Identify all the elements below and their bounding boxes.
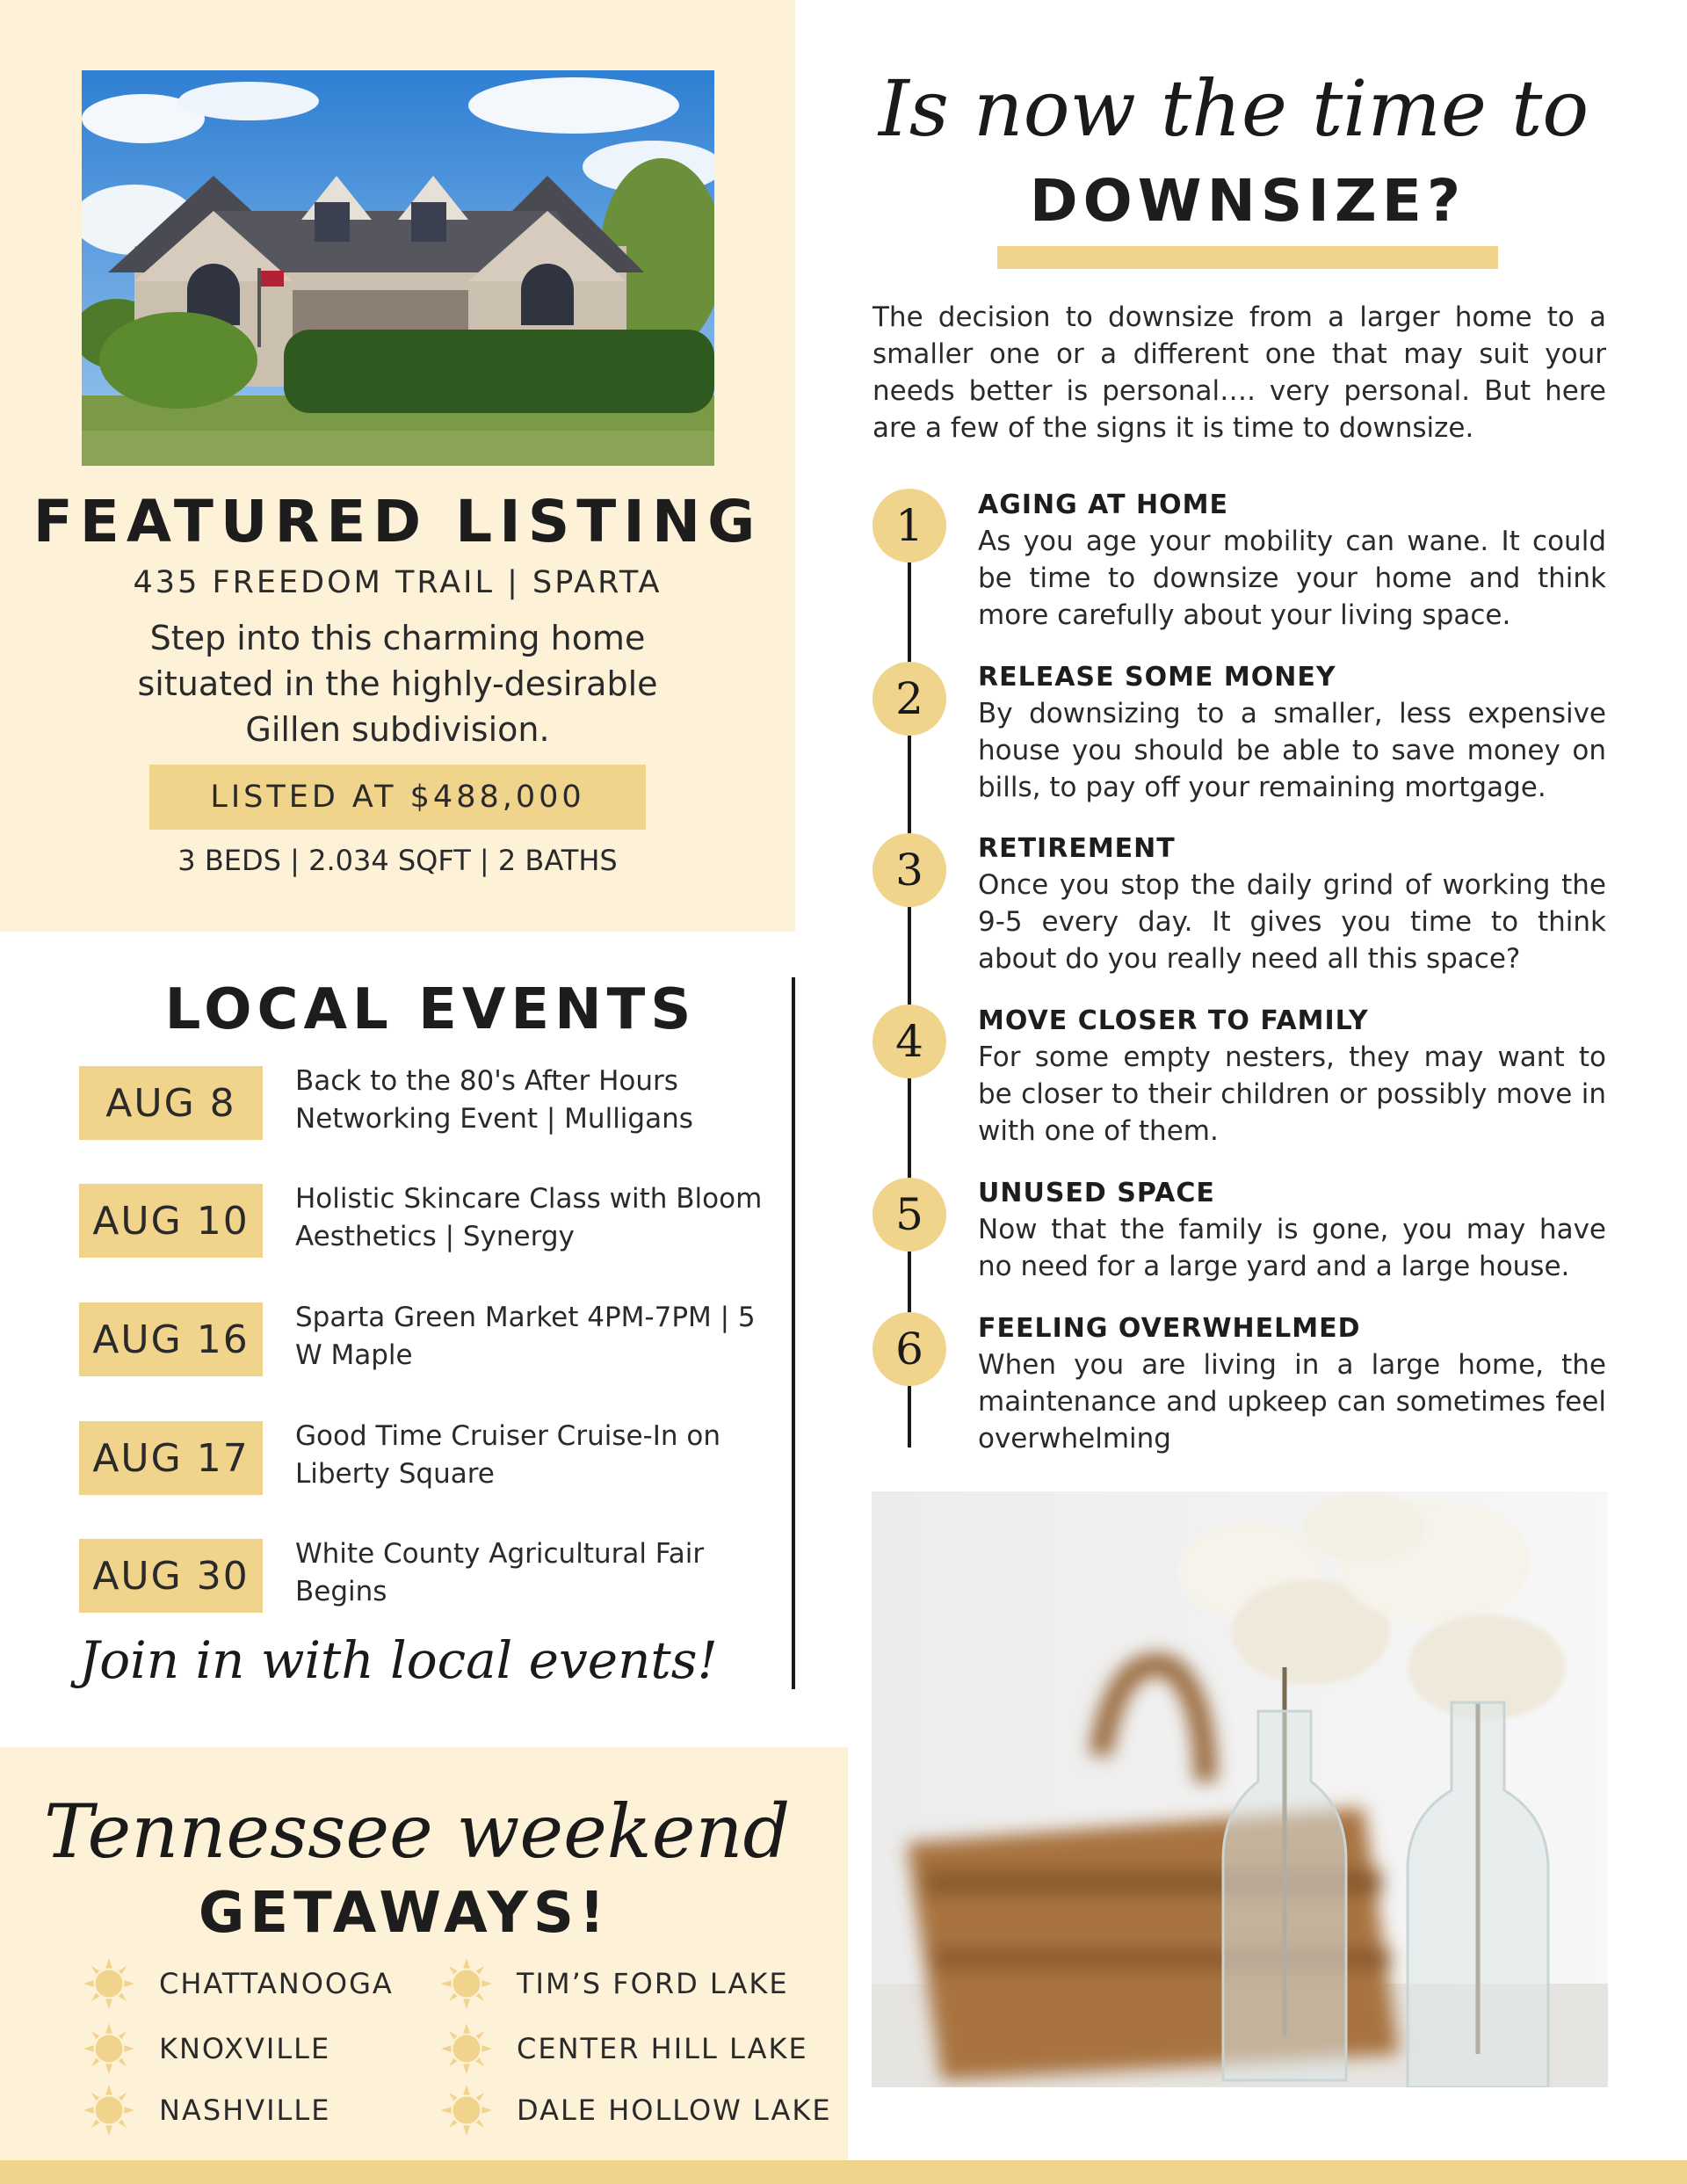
tip-title: MOVE CLOSER TO FAMILY [978, 1005, 1369, 1036]
local-events-title: LOCAL EVENTS [164, 977, 697, 1042]
event-date: AUG 17 [79, 1421, 263, 1495]
step-number-badge: 6 [872, 1312, 946, 1386]
sun-icon [441, 2085, 492, 2136]
getaway-label: KNOXVILLE [159, 2032, 331, 2065]
step-number-badge: 4 [872, 1005, 946, 1078]
events-tagline: Join in with local events! [79, 1630, 718, 1690]
getaways-title: GETAWAYS! [198, 1881, 611, 1946]
downsize-intro: The decision to downsize from a larger home to a smaller one or a different one that may suit your needs better is personal…. very personal. But here are a few of the signs it is time to downsize. [872, 301, 1606, 444]
listing-address: 435 FREEDOM TRAIL | SPARTA [133, 565, 662, 600]
getaway-item [83, 1958, 394, 2009]
tip-text: Now that the family is gone, you may have no need for a large yard and a large house. [978, 1214, 1606, 1282]
timeline-line [908, 505, 911, 1448]
tip-title: RETIREMENT [978, 833, 1176, 864]
getaways-script-heading: Tennessee weekend [44, 1789, 791, 1875]
sun-icon [83, 1958, 134, 2009]
tip-text: As you age your mobility can wane. It could be time to downsize your home and think more carefully about your living space. [978, 526, 1606, 631]
event-date: AUG 16 [79, 1302, 263, 1376]
getaway-label: DALE HOLLOW LAKE [517, 2093, 832, 2127]
tip-text: When you are living in a large home, the maintenance and upkeep can sometimes feel overwhelming [978, 1349, 1606, 1455]
getaway-label: CHATTANOOGA [159, 1967, 394, 2000]
sun-icon [441, 1958, 492, 2009]
event-description: Holistic Skincare Class with Bloom Aesthetics | Synergy [295, 1183, 763, 1252]
listing-specs: 3 BEDS | 2.034 SQFT | 2 BATHS [177, 844, 618, 877]
getaway-item [441, 1958, 789, 2009]
tip-title: UNUSED SPACE [978, 1178, 1215, 1208]
title-underline [997, 246, 1498, 269]
tip-text: For some empty nesters, they may want to be closer to their children or possibly move in with one of them. [978, 1041, 1606, 1147]
getaway-label: NASHVILLE [159, 2093, 331, 2127]
step-number-badge: 5 [872, 1178, 946, 1252]
tip-title: RELEASE SOME MONEY [978, 662, 1336, 693]
tip-text: Once you stop the daily grind of working the 9-5 every day. It gives you time to think about do you really need all this space? [978, 869, 1606, 975]
listing-description: Step into this charming home situated in the highly-desirable Gillen subdivision. [137, 619, 658, 749]
downsize-title: DOWNSIZE? [1029, 167, 1466, 235]
step-number-badge: 2 [872, 662, 946, 736]
price-badge: LISTED AT $488,000 [149, 765, 646, 830]
sun-icon [441, 2023, 492, 2074]
event-description: Good Time Cruiser Cruise-In on Liberty Square [295, 1420, 720, 1490]
getaway-label: CENTER HILL LAKE [517, 2032, 808, 2065]
event-description: Sparta Green Market 4PM-7PM | 5 W Maple [295, 1302, 756, 1371]
step-number-badge: 1 [872, 489, 946, 562]
events-divider [792, 977, 795, 1689]
house-photo [82, 70, 714, 466]
footer-bar [0, 2160, 1687, 2184]
sun-icon [83, 2023, 134, 2074]
getaway-item [83, 2023, 330, 2074]
getaway-item [83, 2085, 330, 2136]
event-date: AUG 10 [79, 1184, 263, 1258]
getaway-label: TIM’S FORD LAKE [517, 1967, 789, 2000]
flowers-photo [872, 1491, 1608, 2087]
getaway-item [441, 2085, 832, 2136]
event-description: Back to the 80's After Hours Networking Event | Mulligans [295, 1065, 693, 1135]
tip-title: AGING AT HOME [978, 490, 1228, 520]
event-description: White County Agricultural Fair Begins [295, 1538, 705, 1607]
sun-icon [83, 2085, 134, 2136]
tip-text: By downsizing to a smaller, less expensive house you should be able to save money on bills, to pay off your remaining mortgage. [978, 698, 1606, 803]
event-date: AUG 8 [79, 1066, 263, 1140]
step-number-badge: 3 [872, 833, 946, 907]
downsize-script-heading: Is now the time to [879, 63, 1589, 154]
event-date: AUG 30 [79, 1539, 263, 1613]
tip-title: FEELING OVERWHELMED [978, 1313, 1361, 1344]
featured-listing-title: FEATURED LISTING [33, 488, 763, 555]
getaway-item [441, 2023, 808, 2074]
